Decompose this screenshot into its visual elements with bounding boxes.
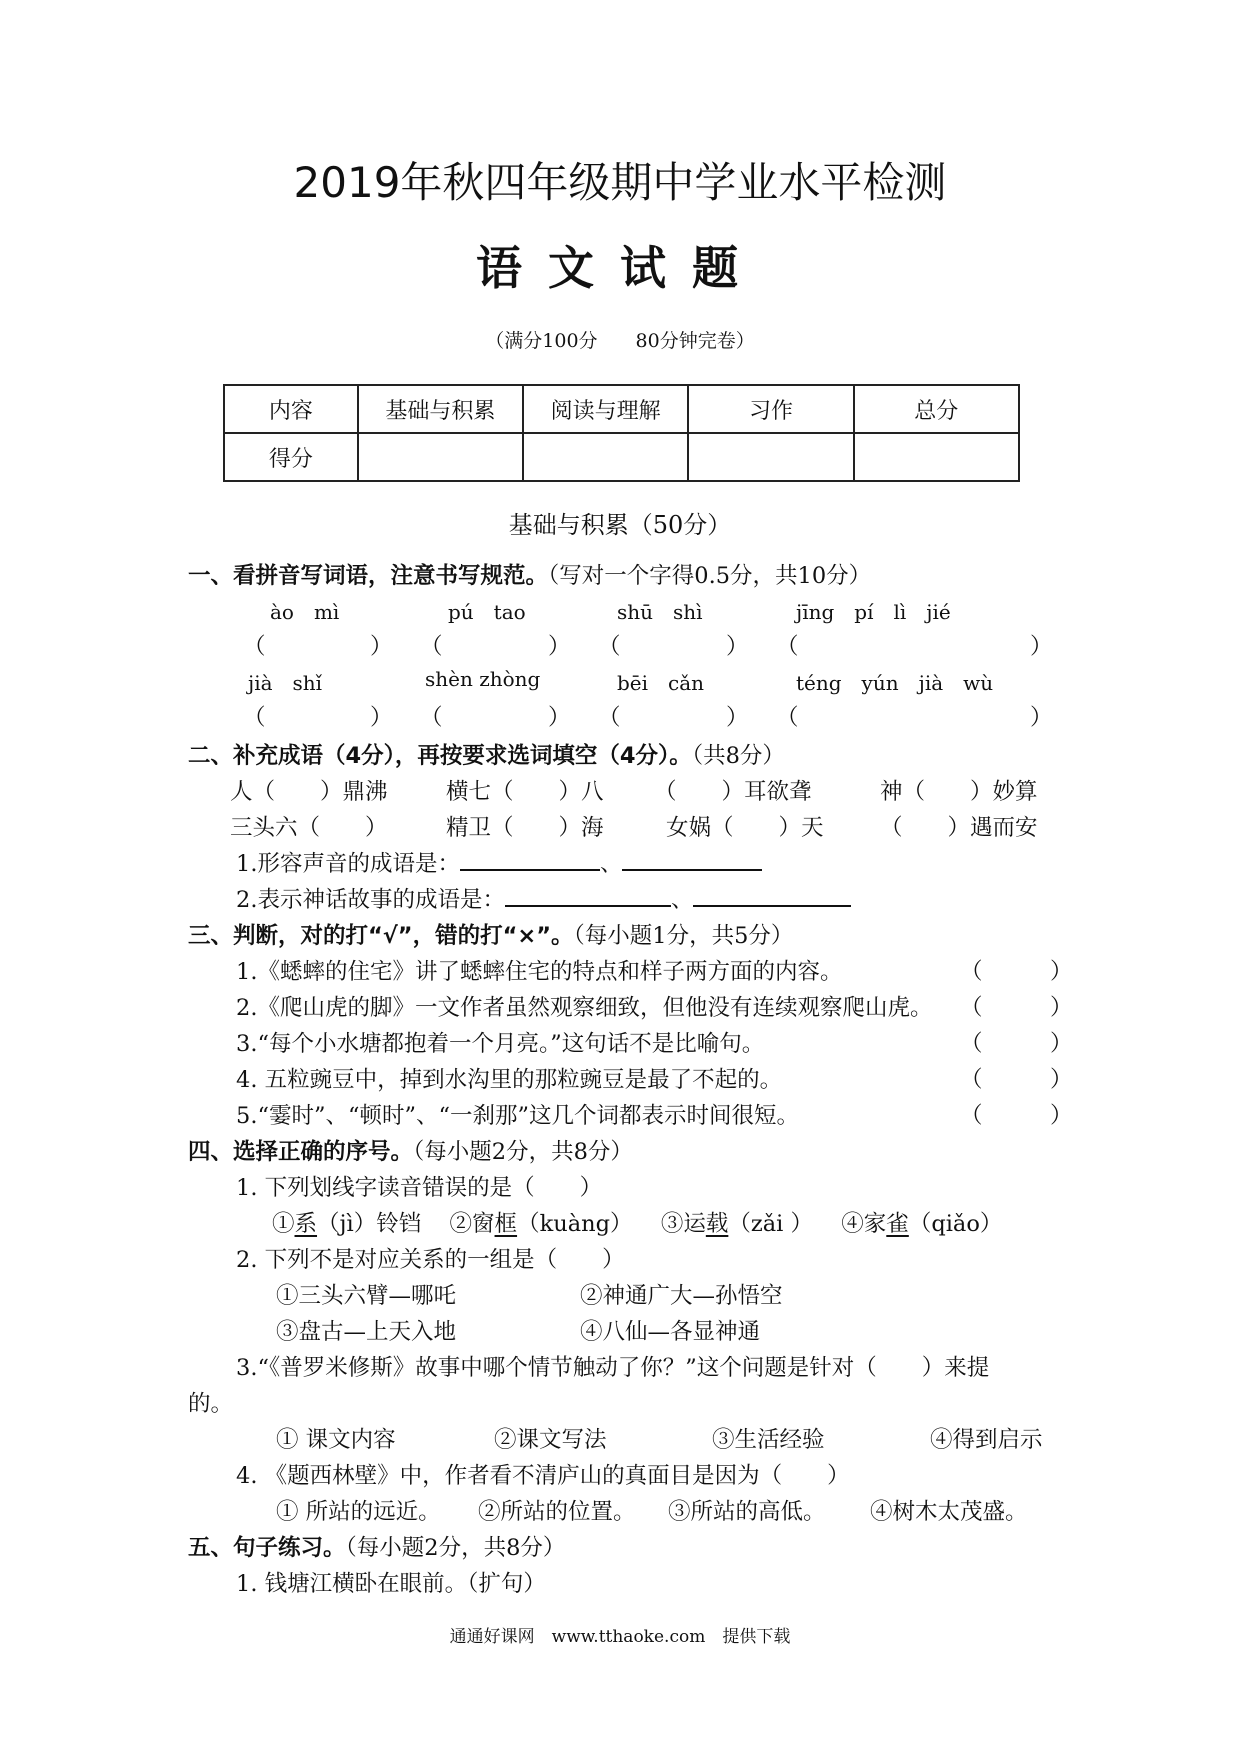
option-marker: ① (272, 1211, 295, 1237)
idiom-blank: 神（ ）妙算 (880, 779, 1038, 805)
answer-bracket-close: ） (548, 634, 571, 660)
question-4-heading (188, 1134, 633, 1166)
exam-title: 2019年秋四年级期中学业水平检测 (293, 158, 947, 207)
question-title: 一、看拼音写词语，注意书写规范。 (188, 563, 549, 589)
choice-option: ③生活经验 (712, 1427, 825, 1453)
judge-item: 3.“每个小水塘都抱着一个月亮。”这句话不是比喻句。 (236, 1031, 765, 1057)
choice-option: ②课文写法 (494, 1427, 607, 1453)
answer-bracket-open: （ (776, 705, 799, 731)
separator: 、 (670, 887, 694, 913)
choice-question: 2. 下列不是对应关系的一组是（ ） (236, 1247, 625, 1273)
score-cell: 总分 (854, 385, 1019, 433)
option-text: ②窗 (449, 1211, 495, 1237)
idiom-blank: 横七（ ）八 (446, 779, 604, 805)
judge-item: 2.《爬山虎的脚》一文作者虽然观察细致，但他没有连续观察爬山虎。 (236, 995, 933, 1021)
answer-bracket-close: ） (726, 634, 749, 660)
answer-bracket-close: ） (548, 705, 571, 731)
option-text: ③运 (660, 1211, 706, 1237)
answer-bracket-close: ） (1030, 634, 1053, 660)
pinyin: shū shì (617, 600, 703, 624)
question-title: 四、选择正确的序号。 (188, 1139, 414, 1165)
fill-in-line[interactable] (693, 889, 851, 907)
fill-in-line[interactable] (505, 889, 671, 907)
fill-in-line[interactable] (622, 853, 762, 871)
choice-option: ①三头六臂—哪吒 (276, 1283, 457, 1309)
fill-in-label: 1.形容声音的成语是： (236, 851, 460, 877)
answer-bracket-open: （ (598, 634, 621, 660)
fill-in-label: 2.表示神话故事的成语是： (236, 887, 505, 913)
fill-in-1 (236, 846, 762, 878)
answer-bracket-close: ） (370, 634, 393, 660)
choice-option: ②所站的位置。 (478, 1499, 636, 1525)
answer-bracket-close: ） (726, 705, 749, 731)
score-table-score-row (224, 433, 1019, 481)
separator: 、 (599, 851, 623, 877)
answer-bracket[interactable]: （ ） (960, 995, 1073, 1021)
answer-bracket[interactable]: （ ） (960, 959, 1073, 985)
answer-bracket-open: （ (776, 634, 799, 660)
option-text: （qiǎo） (908, 1211, 1003, 1237)
answer-bracket-close: ） (370, 705, 393, 731)
score-cell: 得分 (224, 433, 358, 481)
judge-item: 1.《蟋蟀的住宅》讲了蟋蟀住宅的特点和样子两方面的内容。 (236, 959, 843, 985)
sentence-exercise: 1. 钱塘江横卧在眼前。（扩句） (236, 1571, 546, 1597)
question-note: （写对一个字得0.5分，共10分） (548, 563, 872, 589)
choice-option: ④得到启示 (930, 1427, 1043, 1453)
score-input-cell[interactable] (523, 433, 688, 481)
score-cell: 习作 (688, 385, 853, 433)
question-3-heading (188, 918, 793, 950)
score-table (223, 384, 1020, 482)
choice-option: ④树木太茂盛。 (870, 1499, 1028, 1525)
score-table-header-row (224, 385, 1019, 433)
option-text: ④家 (841, 1211, 887, 1237)
answer-bracket[interactable]: （ ） (960, 1031, 1073, 1057)
answer-bracket-close: ） (1030, 705, 1053, 731)
answer-bracket-open: （ (243, 634, 266, 660)
choice-question: 3.“《普罗米修斯》故事中哪个情节触动了你？”这个问题是针对（ ）来提 (236, 1355, 990, 1381)
exam-note: （满分100分 80分钟完卷） (485, 330, 755, 352)
option-text: （jì）铃铛 (317, 1211, 422, 1237)
pinyin: jià shǐ (248, 671, 323, 695)
choice-options (272, 1206, 1002, 1238)
underlined-char: 系 (294, 1211, 318, 1237)
answer-bracket-open: （ (420, 705, 443, 731)
option-text: （kuàng） (517, 1211, 633, 1237)
underlined-char: 载 (705, 1211, 729, 1237)
fill-in-2 (236, 882, 851, 914)
choice-question-cont: 的。 (188, 1391, 234, 1417)
answer-bracket-open: （ (598, 705, 621, 731)
footer-source: 通通好课网 www.tthaoke.com 提供下载 (449, 1627, 791, 1647)
choice-option: ① 课文内容 (276, 1427, 396, 1453)
pinyin: pú tao (448, 600, 526, 624)
underlined-char: 雀 (886, 1211, 909, 1237)
question-2-heading (188, 738, 785, 770)
fill-in-line[interactable] (460, 853, 600, 871)
question-note: （每小题2分，共8分） (413, 1139, 633, 1165)
pinyin: shèn zhòng (425, 667, 541, 691)
question-note: （每小题2分，共8分） (345, 1535, 566, 1561)
choice-question: 1. 下列划线字读音错误的是（ ） (236, 1175, 603, 1201)
underlined-char: 框 (494, 1211, 518, 1237)
pinyin: ào mì (270, 600, 340, 624)
choice-option: ① 所站的远近。 (276, 1499, 441, 1525)
question-title: 五、句子练习。 (188, 1535, 346, 1561)
judge-item: 5.“霎时”、“顿时”、“一刹那”这几个词都表示时间很短。 (236, 1103, 799, 1129)
choice-question: 4. 《题西林壁》中，作者看不清庐山的真面目是因为（ ） (236, 1463, 850, 1489)
part-title: 基础与积累（50分） (508, 511, 732, 539)
idiom-blank: 人（ ）鼎沸 (230, 779, 388, 805)
idiom-blank: （ ）遇而安 (880, 815, 1038, 841)
idiom-blank: 女娲（ ）天 (666, 815, 824, 841)
score-cell: 内容 (224, 385, 358, 433)
answer-bracket[interactable]: （ ） (960, 1067, 1073, 1093)
choice-option: ③盘古—上天入地 (276, 1319, 457, 1345)
score-cell: 基础与积累 (358, 385, 523, 433)
pinyin: jīng pí lì jié (796, 600, 951, 624)
choice-option: ④八仙—各显神通 (580, 1319, 761, 1345)
subject-title: 语文试题 (476, 241, 764, 295)
score-cell: 阅读与理解 (523, 385, 688, 433)
question-1-heading (188, 558, 871, 590)
choice-option: ③所站的高低。 (668, 1499, 826, 1525)
idiom-blank: （ ）耳欲聋 (654, 779, 812, 805)
pinyin: bēi cǎn (617, 671, 705, 695)
score-input-cell[interactable] (358, 433, 523, 481)
question-note: （每小题1分，共5分） (573, 923, 794, 949)
answer-bracket[interactable]: （ ） (960, 1103, 1073, 1129)
option-text: （zǎi ） (728, 1211, 813, 1237)
question-5-heading (188, 1530, 565, 1562)
choice-option: ②神通广大—孙悟空 (580, 1283, 783, 1309)
question-title: 二、补充成语（4分），再按要求选词填空（4分）。 (188, 743, 692, 769)
score-input-cell[interactable] (854, 433, 1019, 481)
pinyin: téng yún jià wù (796, 671, 994, 695)
answer-bracket-open: （ (243, 705, 266, 731)
score-input-cell[interactable] (688, 433, 853, 481)
idiom-blank: 三头六（ ） (230, 815, 388, 841)
answer-bracket-open: （ (420, 634, 443, 660)
idiom-blank: 精卫（ ）海 (446, 815, 604, 841)
judge-item: 4. 五粒豌豆中，掉到水沟里的那粒豌豆是最了不起的。 (236, 1067, 783, 1093)
question-note: （共8分） (691, 743, 785, 769)
question-title: 三、判断，对的打“√”，错的打“×”。 (188, 923, 574, 949)
